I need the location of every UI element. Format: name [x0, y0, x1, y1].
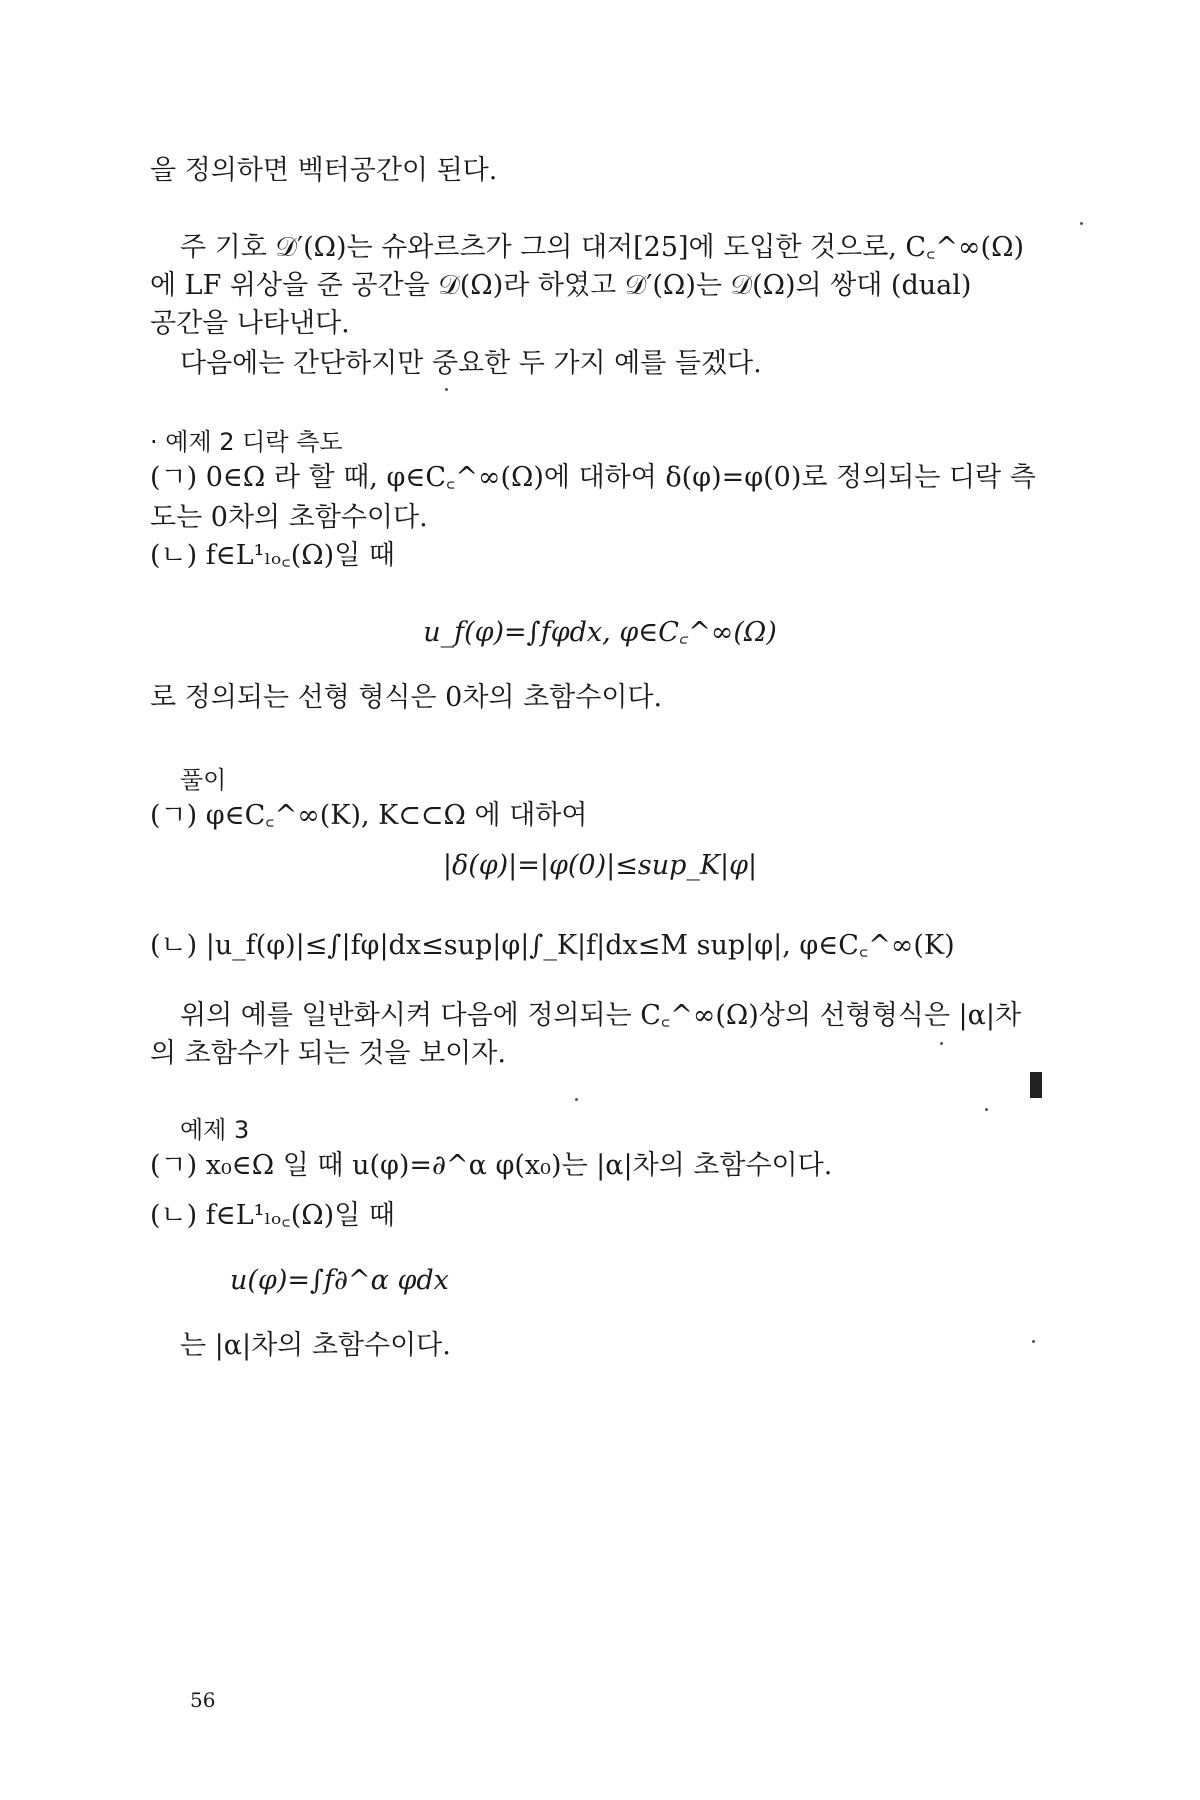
speck: [1032, 1340, 1035, 1343]
text-line: 을 정의하면 벡터공간이 된다.: [150, 155, 498, 186]
note-line: 공간을 나타낸다.: [150, 308, 350, 339]
qed-mark: [1030, 1072, 1042, 1098]
example-2-heading: · 예제 2 디락 측도: [150, 428, 343, 456]
solution-heading: 풀이: [180, 766, 227, 794]
text-line: (ㄴ) f∈L¹ₗₒ꜀(Ω)일 때: [150, 540, 395, 571]
text-line: (ㄱ) x₀∈Ω 일 때 u(φ)=∂^α φ(x₀)는 |α|차의 초함수이다.: [150, 1150, 833, 1181]
speck: [575, 1098, 578, 1101]
text-line: 의 초함수가 되는 것을 보이자.: [150, 1038, 506, 1069]
intro-line: 다음에는 간단하지만 중요한 두 가지 예를 들겠다.: [180, 348, 762, 379]
speck: [1080, 222, 1083, 225]
page-number: 56: [190, 1688, 216, 1712]
equation: u(φ)=∫f∂^α φdx: [230, 1265, 449, 1296]
note-line: 에 LF 위상을 준 공간을 𝒟(Ω)라 하였고 𝒟′(Ω)는 𝒟(Ω)의 쌍대 (dual): [150, 270, 972, 301]
note-line: 주 기호 𝒟′(Ω)는 슈와르츠가 그의 대저[25]에 도입한 것으로, C꜀^∞(Ω): [180, 232, 1025, 263]
text-line: (ㄴ) f∈L¹ₗₒ꜀(Ω)일 때: [150, 1200, 395, 1231]
speck: [940, 1042, 943, 1045]
text-line: (ㄴ) |u_f(φ)|≤∫|fφ|dx≤sup|φ|∫_K|f|dx≤M sup|φ|, φ∈C꜀^∞(K): [150, 930, 955, 961]
text-line: 는 |α|차의 초함수이다.: [180, 1330, 451, 1361]
example-3-heading: 예제 3: [180, 1116, 250, 1144]
text-line: 로 정의되는 선형 형식은 0차의 초함수이다.: [150, 682, 663, 713]
text-line: 위의 예를 일반화시켜 다음에 정의되는 C꜀^∞(Ω)상의 선형형식은 |α|차: [180, 1000, 1022, 1031]
text-line: (ㄱ) 0∈Ω 라 할 때, φ∈C꜀^∞(Ω)에 대하여 δ(φ)=φ(0)로 정의되는 디락 측: [150, 462, 1036, 493]
speck: [985, 1108, 988, 1111]
speck: [445, 388, 448, 391]
equation: u_f(φ)=∫fφdx, φ∈C꜀^∞(Ω): [423, 617, 777, 648]
text-line: (ㄱ) φ∈C꜀^∞(K), K⊂⊂Ω 에 대하여: [150, 800, 588, 831]
text-line: 도는 0차의 초함수이다.: [150, 502, 428, 533]
equation: |δ(φ)|=|φ(0)|≤sup_K|φ|: [442, 850, 758, 881]
